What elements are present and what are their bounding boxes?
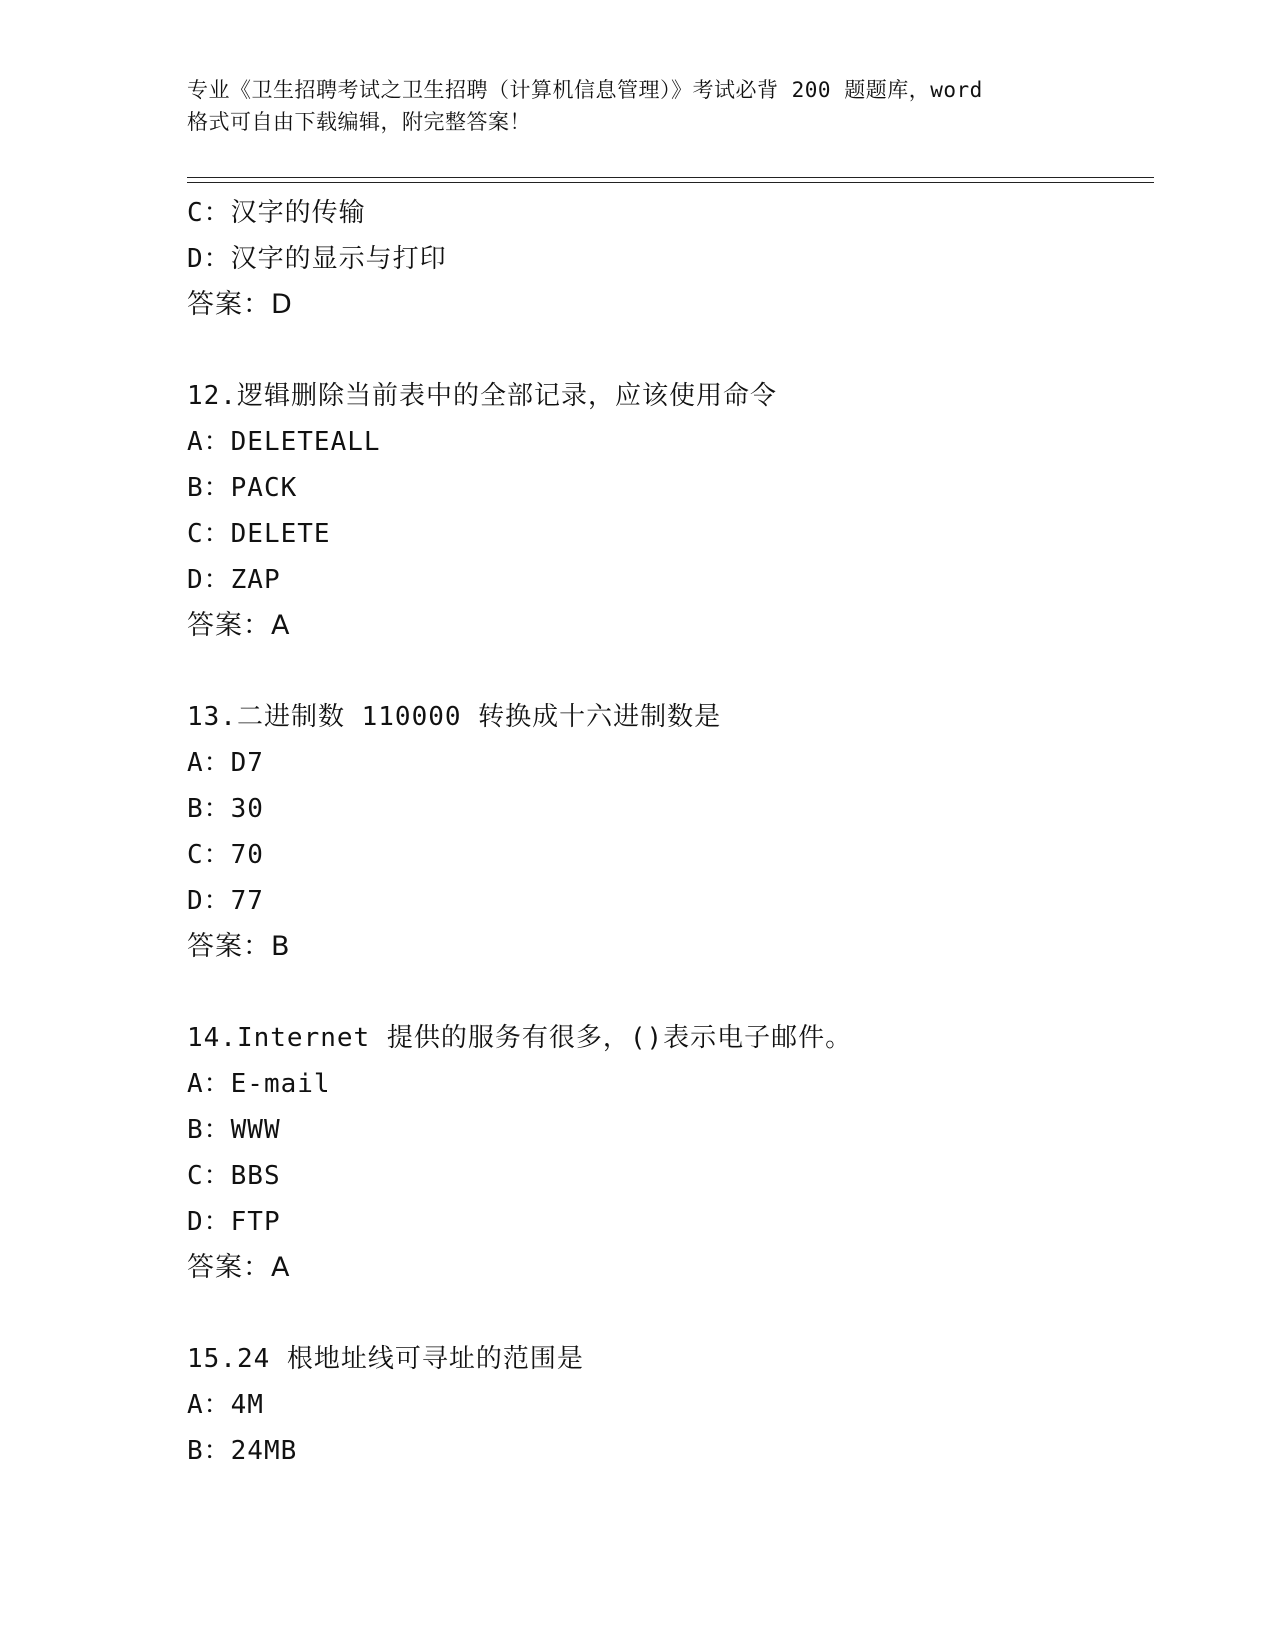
question-12 — [187, 373, 1147, 649]
option-c: C：BBS — [187, 1161, 281, 1191]
question-14 — [187, 1015, 1147, 1291]
option-d: D：ZAP — [187, 565, 281, 595]
answer-line: 答案：A — [187, 1252, 291, 1283]
option-c: C：70 — [187, 840, 264, 870]
question-13 — [187, 694, 1147, 970]
header-rule-top — [187, 177, 1154, 178]
option-b: B：24MB — [187, 1436, 298, 1466]
option-d: D：77 — [187, 886, 264, 916]
document-header — [187, 74, 1087, 138]
question-stem: 15.24 根地址线可寻址的范围是 — [187, 1344, 584, 1374]
option-a: A：4M — [187, 1390, 264, 1420]
option-b: B：WWW — [187, 1115, 281, 1145]
option-d: D：汉字的显示与打印 — [187, 244, 447, 274]
header-line-2: 格式可自由下载编辑，附完整答案！ — [187, 110, 531, 134]
option-c: C：DELETE — [187, 519, 331, 549]
question-15 — [187, 1336, 1147, 1474]
answer-line: 答案：D — [187, 289, 293, 320]
header-line-1: 专业《卫生招聘考试之卫生招聘（计算机信息管理）》考试必背 200 题题库，word — [187, 78, 983, 102]
option-a: A：DELETEALL — [187, 427, 381, 457]
option-b: B：30 — [187, 794, 264, 824]
answer-line: 答案：A — [187, 610, 291, 641]
question-11-continued — [187, 190, 1147, 328]
option-a: A：E-mail — [187, 1069, 331, 1099]
question-stem: 13.二进制数 110000 转换成十六进制数是 — [187, 702, 722, 732]
header-rule-bottom — [187, 182, 1154, 183]
option-d: D：FTP — [187, 1207, 281, 1237]
option-c: C：汉字的传输 — [187, 198, 366, 228]
answer-line: 答案：B — [187, 931, 291, 962]
option-a: A：D7 — [187, 748, 264, 778]
question-list — [187, 190, 1147, 1474]
question-stem: 14.Internet 提供的服务有很多，()表示电子邮件。 — [187, 1023, 853, 1053]
question-stem: 12.逻辑删除当前表中的全部记录，应该使用命令 — [187, 381, 777, 411]
option-b: B：PACK — [187, 473, 298, 503]
